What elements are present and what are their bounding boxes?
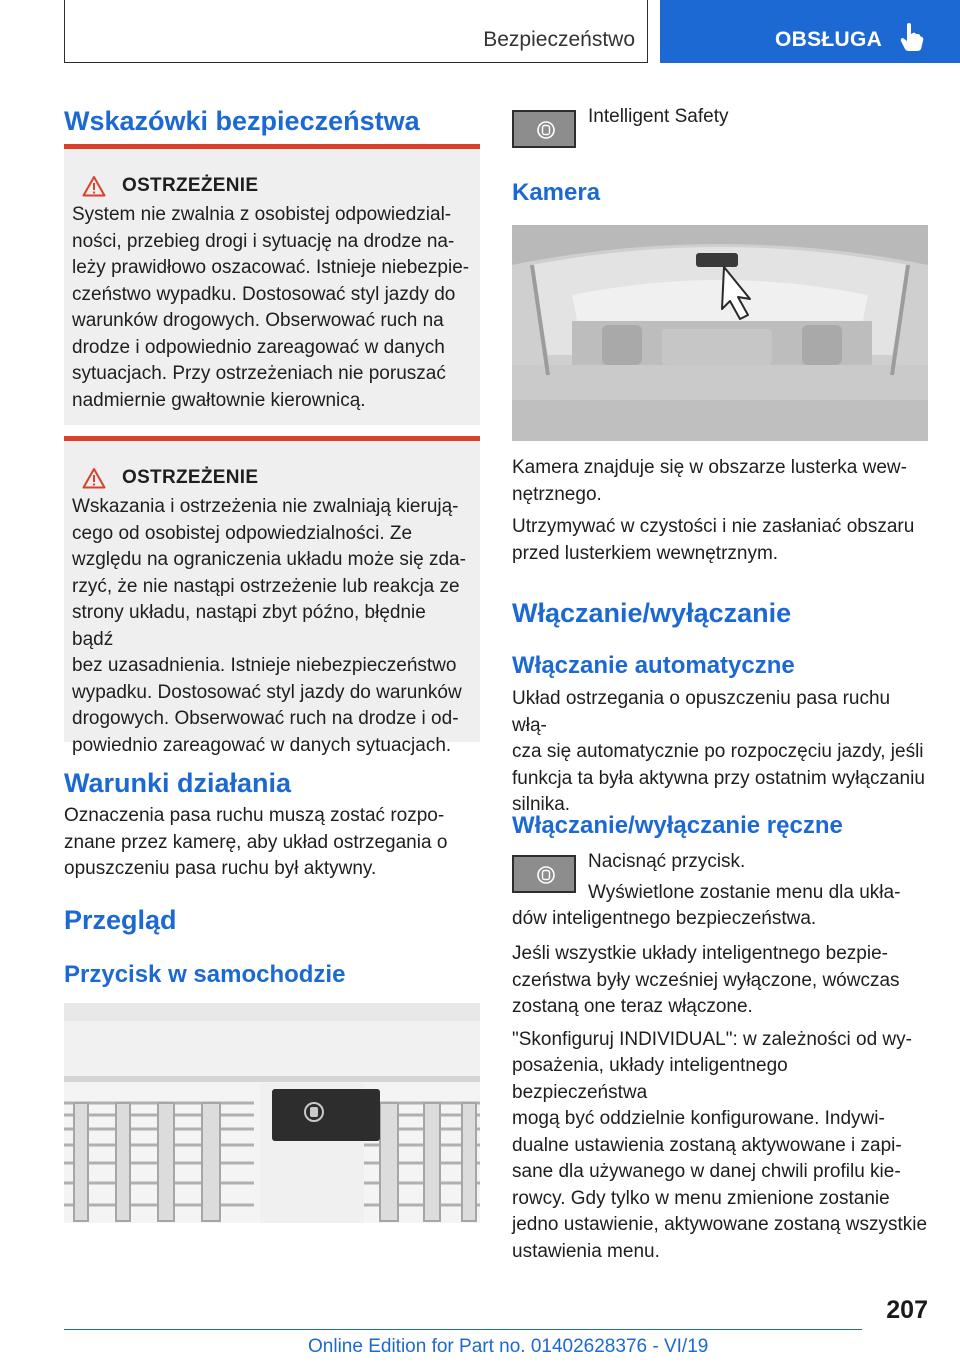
warning-text-line: nadmiernie gwałtownie kierownicą. <box>72 389 366 411</box>
intelligent-safety-icon <box>536 120 556 140</box>
conditions-text <box>64 803 480 883</box>
warning-text-line: strony układu, nastąpi zbyt późno, błędnie bądź <box>72 602 426 650</box>
intelligent-safety-icon <box>536 865 556 885</box>
warning-text-line: względu na ograniczenia układu może się zda- <box>72 549 466 570</box>
header-section-box <box>64 0 648 63</box>
camera-text <box>512 455 928 567</box>
body-line: funkcja ta była aktywna przy ostatnim wyłączaniu <box>512 767 925 789</box>
intelligent-safety-button-image <box>512 855 576 893</box>
warning-text-line: powiednio zareagować w danych sytuacjach. <box>72 734 452 756</box>
hand-pointer-icon <box>898 22 924 52</box>
warning-box-2 <box>64 436 480 756</box>
warning-text-line: cego od osobistej odpowiedzialności. Ze <box>72 522 413 544</box>
body-line: nętrznego. <box>512 483 602 505</box>
warning-text-line: Wskazania i ostrzeżenia nie zwalniają kierują- <box>72 496 459 517</box>
footer-divider <box>64 1329 862 1330</box>
body-line: Jeśli wszystkie układy inteligentnego bezpie- <box>512 943 888 964</box>
body-line: czeństwa były wcześniej wyłączone, wówczas <box>512 969 900 991</box>
intelligent-safety-button-image <box>512 110 576 148</box>
car-button-photo <box>64 1003 480 1223</box>
header-chapter-tab[interactable] <box>660 0 960 63</box>
warning-text-line: ności, przebieg drogi i sytuację na drodze na- <box>72 230 455 252</box>
header-section-title: Bezpieczeństwo <box>483 28 635 51</box>
section-title-on-off: Włączanie/wyłączanie <box>512 598 792 628</box>
body-line: Kamera znajduje się w obszarze lusterka wew- <box>512 457 907 478</box>
menu-shown-text-2: dów inteligentnego bezpieczeństwa. <box>512 908 817 929</box>
menu-shown-text-1: Wyświetlone zostanie menu dla ukła- <box>588 882 901 903</box>
section-title-conditions: Warunki działania <box>64 768 292 798</box>
warning-text-line: rzyć, że nie nastąpi ostrzeżenie lub reakcja ze <box>72 575 460 597</box>
body-line: jedno ustawienie, aktywowane zostaną wszystkie <box>512 1214 928 1235</box>
body-line: zostaną one teraz włączone. <box>512 996 753 1017</box>
body-line: silnika. <box>512 794 571 815</box>
body-line: opuszczeniu pasa ruchu był aktywny. <box>64 858 377 879</box>
warning-box-1 <box>64 144 480 425</box>
warning-text-line: System nie zwalnia z osobistej odpowiedzial- <box>72 204 452 225</box>
camera-interior-photo <box>512 225 928 441</box>
warning-text-line: bez uzasadnienia. Istnieje niebezpieczeństwo <box>72 655 457 676</box>
warning-triangle-icon <box>82 467 106 489</box>
body-line: rowcy. Gdy tylko w menu zmienione zostanie <box>512 1187 890 1209</box>
header-chapter-label: OBSŁUGA <box>775 28 883 51</box>
body-line: dualne ustawienia zostaną aktywowane i zapi- <box>512 1134 902 1156</box>
body-line: ustawienia menu. <box>512 1240 660 1262</box>
body-line: Oznaczenia pasa ruchu muszą zostać rozpo- <box>64 805 445 826</box>
body-line: "Skonfiguruj INDIVIDUAL": w zależności od wy- <box>512 1028 912 1050</box>
page-number: 207 <box>886 1296 928 1324</box>
body-line: mogą być oddzielnie konfigurowane. Indywi- <box>512 1108 885 1129</box>
section-title-camera: Kamera <box>512 179 601 206</box>
warning-text-line: wypadku. Dostosować styl jazdy do warunków <box>72 681 462 703</box>
body-line: sane dla używanego w danej chwili profilu kie- <box>512 1161 901 1182</box>
subsection-title-manual: Włączanie/wyłączanie ręczne <box>512 812 843 839</box>
footer-edition-text: Online Edition for Part no. 01402628376 - VI/19 <box>308 1336 709 1357</box>
body-line: znane przez kamerę, aby układ ostrzegania o <box>64 831 448 853</box>
body-line: Utrzymywać w czystości i nie zasłaniać obszaru <box>512 516 915 537</box>
body-line: przed lusterkiem wewnętrznym. <box>512 542 779 564</box>
warning-title: OSTRZEŻENIE <box>122 175 259 196</box>
press-button-text: Nacisnąć przycisk. <box>588 851 746 872</box>
warning-text-line: czeństwo wypadku. Dostosować styl jazdy do <box>72 283 456 305</box>
warning-text-line: leży prawidłowo oszacować. Istnieje niebezpie- <box>72 257 470 278</box>
warning-text-line: drogowych. Obserwować ruch na drodze i od- <box>72 708 459 729</box>
body-line: posażenia, układy inteligentnego bezpieczeństwa <box>512 1055 788 1103</box>
body-line: Układ ostrzegania o opuszczeniu pasa ruchu włą- <box>512 688 891 736</box>
body-line: cza się automatycznie po rozpoczęciu jazdy, jeśli <box>512 741 924 762</box>
warning-text-line: drodze i odpowiednio zareagować w danych <box>72 336 445 358</box>
subsection-title-auto: Włączanie automatyczne <box>512 652 795 679</box>
warning-text-line: sytuacjach. Przy ostrzeżeniach nie poruszać <box>72 363 446 384</box>
auto-text <box>512 686 928 819</box>
warning-text-line: warunków drogowych. Obserwować ruch na <box>72 310 444 331</box>
intelligent-safety-label: Intelligent Safety <box>588 106 729 127</box>
manual-text <box>512 941 928 1265</box>
subsection-title-button: Przycisk w samochodzie <box>64 961 346 988</box>
warning-triangle-icon <box>82 175 106 197</box>
warning-title: OSTRZEŻENIE <box>122 467 259 488</box>
section-title-safety-tips: Wskazówki bezpieczeństwa <box>64 106 420 136</box>
section-title-overview: Przegląd <box>64 905 177 935</box>
